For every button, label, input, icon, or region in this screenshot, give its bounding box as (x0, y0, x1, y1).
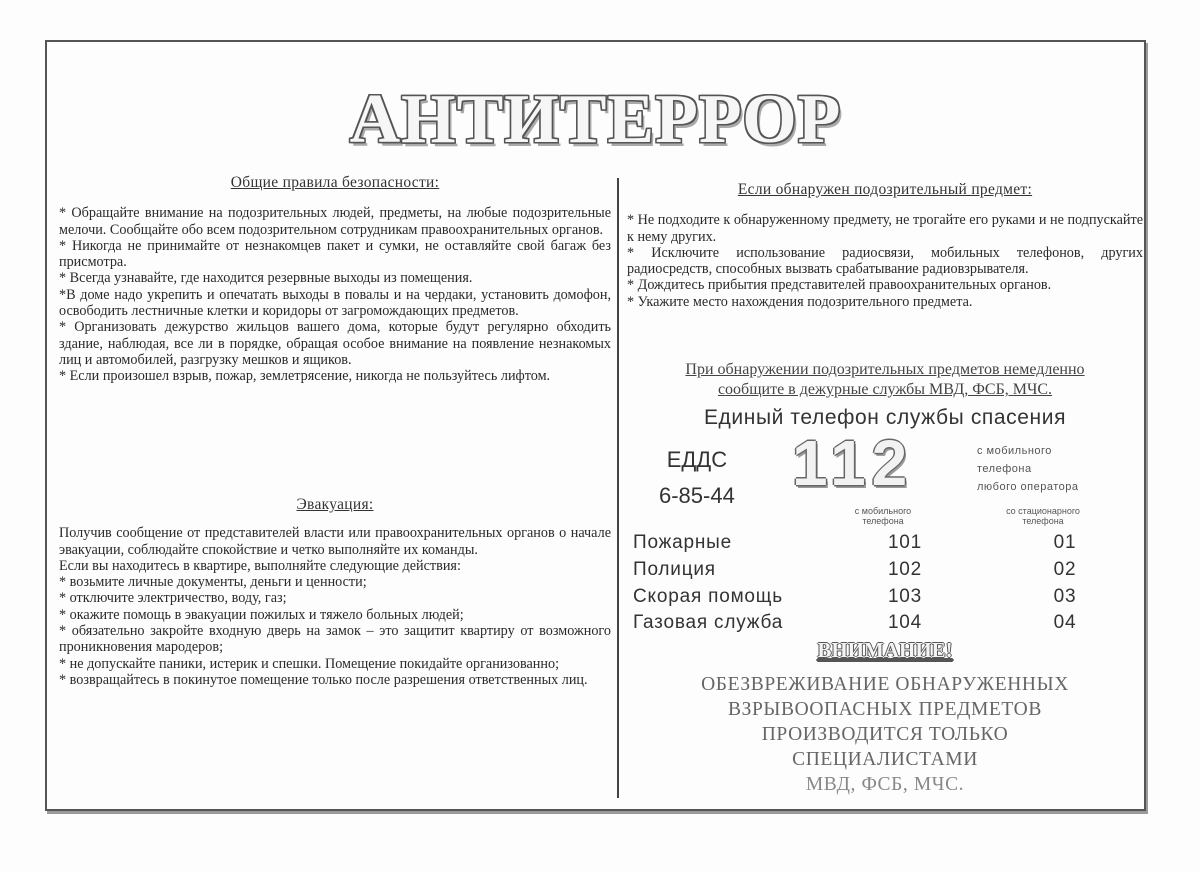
suspicious-section (627, 182, 1143, 310)
safety-item: * Всегда узнавайте, где находится резервные выходы из помещения. (59, 270, 473, 287)
evacuation-item: * обязательно закройте входную дверь на замок – это защитит квартиру от возможного проникновения мародеров; (59, 623, 611, 656)
safety-heading: Общие правила безопасности: (230, 174, 440, 191)
evacuation-item: * окажите помощь в эвакуации пожилых и тяжело больных людей; (59, 606, 464, 623)
service-name: Газовая служба (633, 612, 784, 633)
suspicious-item: * Дождитесь прибытия представителей правоохранительных органов. (627, 277, 1052, 294)
suspicious-item: * Не подходите к обнаруженному предмету, не трогайте его руками и не подпускайте к нему других. (627, 212, 1143, 245)
warning-line: ВЗРЫВООПАСНЫХ ПРЕДМЕТОВ (728, 699, 1042, 720)
service-mobile-number: 102 (887, 559, 923, 580)
disposal-warning (625, 672, 1145, 797)
service-mobile-number: 104 (887, 612, 923, 633)
warning-line: СПЕЦИАЛИСТАМИ (792, 749, 978, 770)
service-landline-number: 01 (1053, 532, 1077, 553)
edds-block (659, 442, 735, 514)
service-name: Скорая помощь (633, 586, 783, 607)
evacuation-item: Если вы находитесь в квартире, выполняйте следующие действия: (59, 557, 461, 574)
mobile-column-header (823, 506, 943, 526)
landline-header-line: со стационарного (1006, 506, 1080, 516)
rescue-note-line: с мобильного (977, 445, 1052, 457)
suspicious-heading: Если обнаружен подозрительный предмет: (737, 181, 1033, 198)
suspicious-item: * Укажите место нахождения подозрительного предмета. (627, 293, 973, 310)
rescue-number-note (977, 442, 1078, 496)
mobile-header-line: телефона (862, 516, 904, 526)
mobile-header-line: с мобильного (854, 506, 912, 516)
evacuation-item: * отключите электричество, воду, газ; (59, 590, 287, 607)
rescue-note-line: любого оператора (977, 481, 1079, 493)
rescue-number: 112 (792, 427, 914, 499)
service-landline-number: 03 (1053, 586, 1077, 607)
service-mobile-number: 103 (887, 586, 923, 607)
service-row (633, 532, 1093, 556)
attention-heading: ВНИМАНИЕ! (817, 638, 953, 662)
evacuation-item: * возвращайтесь в покинутое помещение только после разрешения ответственных лиц. (59, 671, 588, 688)
poster-frame (45, 40, 1146, 811)
evacuation-section (59, 497, 611, 688)
landline-column-header (983, 506, 1103, 526)
service-row (633, 586, 1093, 610)
safety-item: * Никогда не принимайте от незнакомцев пакет и сумки, не оставляйте свой багаж без присмотра. (59, 237, 611, 271)
report-notice-line: При обнаружении подозрительных предметов немедленно (685, 361, 1085, 378)
edds-number: 6-85-44 (659, 483, 735, 508)
service-name: Полиция (633, 559, 716, 580)
report-notice-line: сообщите в дежурные службы МВД, ФСБ, МЧС. (717, 381, 1053, 398)
column-divider (617, 178, 619, 798)
service-name: Пожарные (633, 532, 732, 553)
service-landline-number: 02 (1053, 559, 1077, 580)
warning-line: ОБЕЗВРЕЖИВАНИЕ ОБНАРУЖЕННЫХ (701, 674, 1069, 695)
evacuation-item: * возьмите личные документы, деньги и ценности; (59, 574, 367, 591)
service-landline-number: 04 (1053, 612, 1077, 633)
evacuation-heading: Эвакуация: (296, 496, 374, 513)
service-row (633, 612, 1093, 636)
service-mobile-number: 101 (887, 532, 923, 553)
warning-line: ПРОИЗВОДИТСЯ ТОЛЬКО (761, 724, 1009, 745)
safety-item: * Организовать дежурство жильцов вашего дома, которые будут регулярно обходить здание, наблюдая, все ли в порядке, обращая особое внимание на появление незнакомых лиц и автомобилей, разгрузку мешков и ящиков. (59, 319, 611, 368)
safety-item: *В доме надо укрепить и опечатать выходы в повалы и на чердаки, установить домофон, освободить лестничные клетки и коридоры от загромождающих предметов. (59, 286, 611, 320)
safety-section (59, 175, 611, 385)
landline-header-line: телефона (1022, 516, 1064, 526)
service-row (633, 559, 1093, 583)
evacuation-item: Получив сообщение от представителей власти или правоохранительных органов о начале эвакуации, соблюдайте спокойствие и четко выполняйте их команды. (59, 525, 611, 558)
rescue-note-line: телефона (977, 463, 1032, 475)
report-notice (625, 360, 1145, 400)
edds-label: ЕДДС (666, 447, 728, 472)
safety-item: * Если произошел взрыв, пожар, землетрясение, никогда не пользуйтесь лифтом. (59, 368, 551, 385)
safety-item: * Обращайте внимание на подозрительных людей, предметы, на любые подозрительные мелочи. Сообщайте обо всем подозрительном сотрудникам правоохранительных органов. (59, 205, 611, 238)
suspicious-item: * Исключите использование радиосвязи, мобильных телефонов, других радиосредств, способных вызвать срабатывание радиовзрывателя. (627, 244, 1143, 278)
poster-title: АНТИТЕРРОР (349, 81, 842, 158)
rescue-heading: Единый телефон службы спасения (703, 406, 1067, 429)
warning-line: МВД, ФСБ, МЧС. (805, 774, 965, 795)
evacuation-item: * не допускайте паники, истерик и спешки. Помещение покидайте организованно; (59, 655, 560, 672)
